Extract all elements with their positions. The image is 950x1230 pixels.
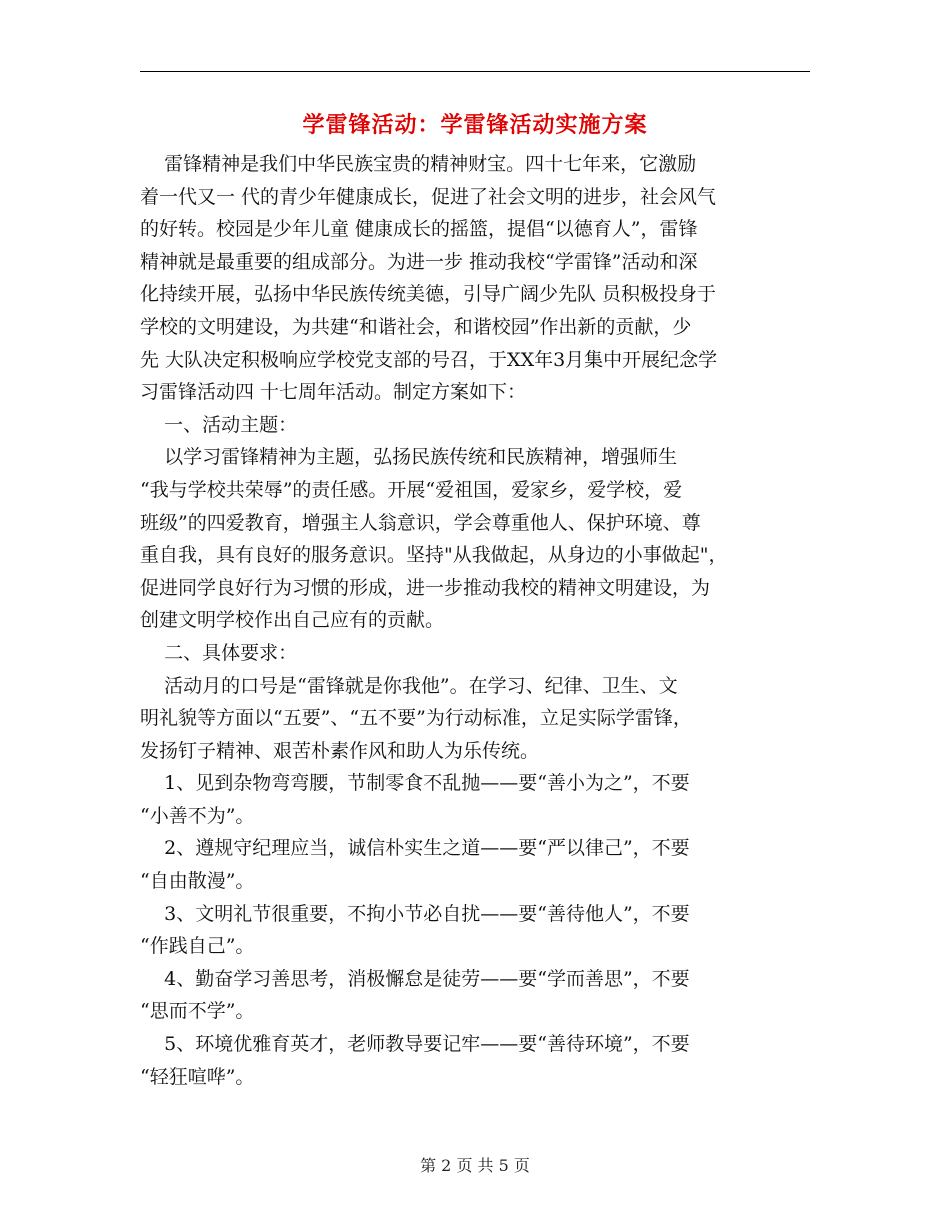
body-line: 重自我，具有良好的服务意识。坚持"从我做起，从身边的小事做起"， [140, 544, 728, 567]
body-line: 化持续开展，弘扬中华民族传统美德，引导广阔少先队 员积极投身于 [140, 283, 717, 306]
document-title: 学雷锋活动：学雷锋活动实施方案 [302, 112, 648, 138]
list-item: “作践自己”。 [140, 935, 255, 958]
body-line: 创建文明学校作出自己应有的贡献。 [140, 609, 445, 632]
list-item: 2、遵规守纪理应当，诚信朴实生之道——要“严以律己”，不要 [140, 837, 690, 860]
list-item: “思而不学”。 [140, 1000, 255, 1023]
list-item: 1、见到杂物弯弯腰，节制零食不乱抛——要“善小为之”，不要 [140, 772, 690, 795]
document-body [140, 148, 810, 1093]
body-line: 学校的文明建设，为共建“和谐社会，和谐校园”作出新的贡献，少 [140, 315, 692, 338]
body-line: 先 大队决定积极响应学校党支部的号召，于XX年3月集中开展纪念学 [140, 348, 718, 371]
list-item: 5、环境优雅育英才，老师教导要记牢——要“善待环境”，不要 [140, 1033, 690, 1056]
section-heading: 一、活动主题： [140, 413, 298, 436]
body-line: 的好转。校园是少年儿童 健康成长的摇篮，提倡“以德育人”，雷锋 [140, 218, 698, 241]
list-item: “小善不为”。 [140, 804, 255, 827]
body-line: 班级”的四爱教育，增强主人翁意识，学会尊重他人、保护环境、尊 [140, 511, 701, 534]
list-item: “自由散漫”。 [140, 870, 255, 893]
list-item: 4、勤奋学习善思考，消极懈怠是徒劳——要“学而善思”，不要 [140, 967, 690, 990]
body-line: 促进同学良好行为习惯的形成，进一步推动我校的精神文明建设，为 [140, 576, 711, 599]
body-line: 雷锋精神是我们中华民族宝贵的精神财宝。四十七年来，它激励 [140, 153, 697, 175]
body-line: 活动月的口号是“雷锋就是你我他”。在学习、纪律、卫生、文 [140, 674, 678, 697]
body-line: 着一代又一 代的青少年健康成长，促进了社会文明的进步，社会风气 [140, 185, 717, 208]
list-item: 3、文明礼节很重要，不拘小节必自扰——要“善待他人”，不要 [140, 902, 690, 925]
body-line: 精神就是最重要的组成部分。为进一步 推动我校“学雷锋”活动和深 [140, 250, 698, 273]
body-line: “我与学校共荣辱”的责任感。开展“爱祖国，爱家乡，爱学校，爱 [140, 478, 683, 501]
body-line: 发扬钉子精神、艰苦朴素作风和助人为乐传统。 [140, 739, 540, 762]
list-item: “轻狂喧哗”。 [140, 1065, 255, 1088]
body-line: 以学习雷锋精神为主题，弘扬民族传统和民族精神，增强师生 [140, 446, 678, 469]
body-line: 明礼貌等方面以“五要”、“五不要”为行动标准，立足实际学雷锋， [140, 707, 692, 730]
section-heading: 二、具体要求： [140, 641, 298, 664]
page-number: 第 2 页 共 5 页 [420, 1156, 530, 1175]
header-rule [140, 71, 810, 72]
body-line: 习雷锋活动四 十七周年活动。制定方案如下： [140, 381, 527, 404]
